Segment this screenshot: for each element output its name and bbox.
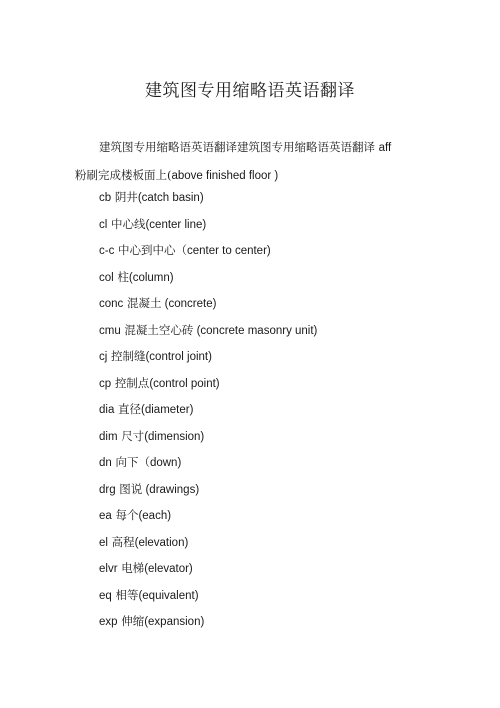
intro-paragraph [75, 134, 405, 190]
list-item [99, 242, 317, 269]
entry-abbr: cmu [99, 324, 121, 337]
list-item [99, 481, 317, 508]
entry-abbr: cp [99, 377, 112, 390]
entry-en: (elevation) [134, 536, 189, 549]
entry-abbr: c-c [99, 245, 115, 257]
entry-abbr: dim [99, 430, 118, 443]
entry-zh: 图说 [119, 481, 143, 496]
entry-abbr: elvr [99, 563, 118, 575]
entry-en: (concrete) [161, 298, 217, 310]
entry-abbr: eq [99, 589, 112, 602]
entry-en: (drawings) [142, 483, 200, 496]
list-item [99, 269, 317, 296]
list-item [99, 295, 317, 322]
entry-en: (dimension) [144, 430, 205, 443]
intro-abbr: aff [378, 142, 392, 154]
entry-en: (control point) [149, 377, 220, 390]
list-item [99, 322, 317, 349]
entry-zh: 柱 [117, 269, 129, 284]
entry-zh: 每个 [115, 508, 139, 522]
entry-zh: 混凝土 [126, 296, 162, 310]
entry-zh: 混凝土空心砖 [124, 322, 194, 337]
entry-en: down) [149, 457, 182, 469]
entry-abbr: cb [99, 192, 112, 204]
list-item [99, 534, 317, 561]
abbreviation-list [99, 189, 317, 640]
entry-en: center to center) [187, 245, 271, 257]
entry-abbr: drg [99, 483, 116, 496]
entry-en: (control joint) [145, 351, 212, 363]
entry-en: (concrete masonry unit) [193, 324, 318, 337]
entry-en: (expansion) [144, 616, 205, 628]
list-item [99, 189, 317, 216]
entry-zh: 向下（ [115, 455, 150, 469]
entry-zh: 高程 [111, 534, 135, 549]
entry-en: (equivalent) [138, 589, 199, 602]
list-item [99, 613, 317, 640]
entry-en: (elevator) [144, 563, 193, 575]
entry-zh: 控制缝 [110, 349, 146, 363]
page-title: 建筑图专用缩略语英语翻译 [145, 81, 355, 101]
entry-abbr: col [99, 271, 114, 284]
list-item [99, 375, 317, 402]
list-item [99, 348, 317, 375]
list-item [99, 560, 317, 587]
entry-en: (diameter) [141, 404, 194, 416]
entry-zh: 相等 [115, 587, 139, 602]
list-item [99, 587, 317, 614]
list-item [99, 216, 317, 243]
entry-zh: 尺寸 [121, 428, 145, 443]
entry-abbr: ea [99, 510, 112, 522]
entry-abbr: dia [99, 404, 115, 416]
entry-abbr: dn [99, 457, 112, 469]
entry-en: (catch basin) [137, 192, 204, 204]
intro-text-zh-2: 粉刷完成楼板面上( [75, 168, 172, 182]
list-item [99, 428, 317, 455]
entry-en: (column) [128, 271, 174, 284]
list-item [99, 454, 317, 481]
entry-en: (center line) [145, 218, 207, 231]
entry-zh: 中心线 [110, 216, 146, 231]
intro-text-zh: 建筑图专用缩略语英语翻译建筑图专用缩略语英语翻译 [99, 140, 379, 154]
entry-zh: 电梯 [121, 561, 145, 575]
entry-zh: 中心到中心（ [118, 243, 187, 257]
entry-zh: 阴井 [114, 190, 138, 204]
intro-text-en: above finished floor ) [171, 170, 279, 182]
entry-en: (each) [138, 510, 172, 522]
entry-abbr: cj [99, 351, 108, 363]
entry-abbr: el [99, 536, 108, 549]
entry-abbr: conc [99, 298, 124, 310]
entry-zh: 伸缩 [121, 614, 145, 628]
entry-zh: 控制点 [114, 375, 150, 390]
entry-zh: 直径 [118, 402, 142, 416]
entry-abbr: exp [99, 616, 118, 628]
list-item [99, 401, 317, 428]
list-item [99, 507, 317, 534]
entry-abbr: cl [99, 218, 108, 231]
